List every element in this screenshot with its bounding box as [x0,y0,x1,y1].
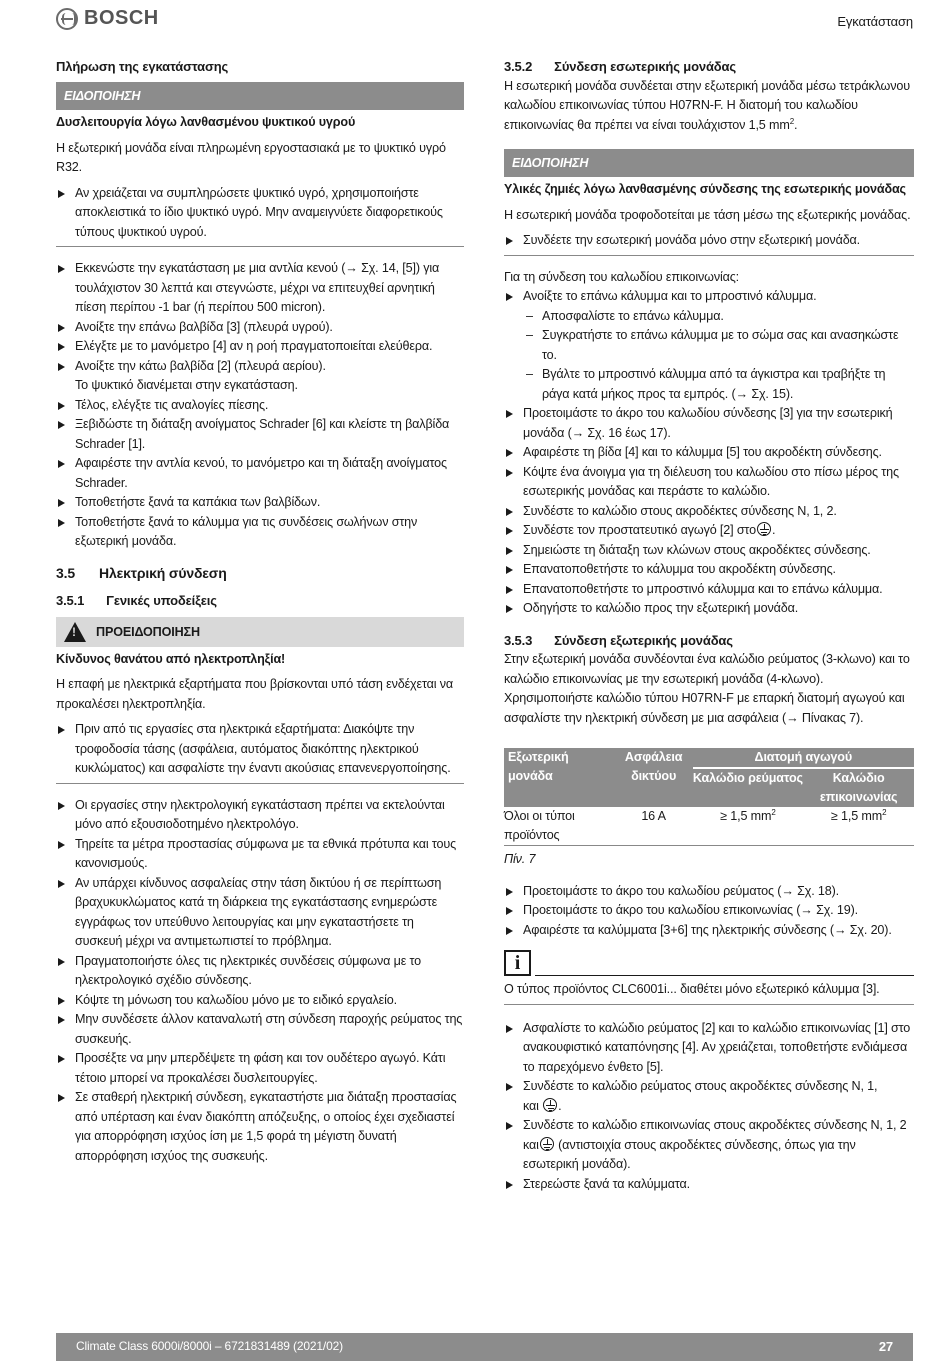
logo-text: BOSCH [84,7,159,30]
list-item: Αφαιρέστε τα καλύμματα [3+6] της ηλεκτρικής σύνδεσης (→ Σχ. 20). [504,921,914,941]
notice-text: Η εσωτερική μονάδα τροφοδοτείται με τάση μέσω της εξωτερικής μονάδας. [504,207,911,222]
notice-bar: ΕΙΔΟΠΟΙΗΣΗ [56,82,464,110]
list-item: Αν υπάρχει κίνδυνος ασφαλείας στην τάση δικτύου ή σε περίπτωση βραχυκυκλώματος κατά τη διάρκεια της εγκατάστασης ενημερώστε εγγράφως τον υπεύθυνο λειτουργίας και μην εγκαταστήσετε τη συσκευή μέχρι να αντιμετωπιστεί το πρόβλημα. [56,874,464,952]
page-footer [56,1333,913,1361]
comm-steps [504,287,914,619]
table-row [504,807,914,846]
left-column [56,57,464,1166]
fill-heading: Πλήρωση της εγκατάστασης [56,59,229,74]
list-item: Προσέξτε να μην μπερδέψετε τη φάση και τον ουδέτερο αγωγό. Κάτι τέτοιο μπορεί να προκαλέσει δυσλειτουργίες. [56,1049,464,1088]
list-item: Συνδέστε το καλώδιο ρεύματος στους ακροδέκτες σύνδεσης N, 1, και . [504,1077,914,1116]
subsection-heading: 3.5.1 Γενικές υποδείξεις [56,593,217,608]
notice-bullet: Συνδέετε την εσωτερική μονάδα μόνο στην εξωτερική μονάδα. [504,231,914,251]
table-caption: Πίν. 7 [504,852,536,866]
notice-title: Δυσλειτουργία λόγω λανθασμένου ψυκτικού υγρού [56,115,356,129]
list-item: Τέλος, ελέγξτε τις αναλογίες πίεσης. [56,396,464,416]
list-item: Τοποθετήστε ξανά το κάλυμμα για τις συνδέσεις σωλήνων στην εξωτερική μονάδα. [56,513,464,552]
outdoor-intro: Στην εξωτερική μονάδα συνδέονται ένα καλώδιο ρεύματος (3-κλωνο) και το καλώδιο επικοινωνίας με την εσωτερική μονάδα (4-κλωνο). Χρησιμοποιήστε καλώδιο τύπου H07RN-F με επαρκή διατομή αγωγού και ασφαλίστε την ηλεκτρική σύνδεση με μια ασφάλεια (→ Πίνακας 7). [504,652,910,725]
bosch-logo-icon [56,8,78,30]
list-item: Ξεβιδώστε τη διάταξη ανοίγματος Schrader [6] και κλείστε τη βαλβίδα Schrader [1]. [56,415,464,454]
dash-item: – Βγάλτε το μπροστινό κάλυμμα από τα άγκιστρα και τραβήξτε τη ράγα κατά μήκος προς τα εμπρός. (→ Σχ. 15). [504,365,914,404]
table-cell: ≥ 1,5 $mm^2$ [693,807,804,846]
list-item: Εκκενώστε την εγκατάσταση με μια αντλία κενού (→ Σχ. 14, [5]) για τουλάχιστον 30 λεπτά και στεγνώστε, μέχρι να επιτευχθεί αρνητική πίεση περίπου -1 bar (ή περίπου 500 micron). [56,259,464,318]
subsection-heading: 3.5.2 Σύνδεση εσωτερικής μονάδας [504,59,736,74]
dash-item: – Αποσφαλίστε το επάνω κάλυμμα. [504,307,914,327]
comm-intro: Για τη σύνδεση του καλωδίου επικοινωνίας: [504,269,740,284]
earth-icon [540,1137,554,1151]
indoor-intro: Η εσωτερική μονάδα συνδέεται στην εξωτερική μονάδα μέσω τετράκλωνου καλωδίου επικοινωνίας τύπου H07RN-F. Η διατομή του καλωδίου επικοινωνίας θα πρέπει να είναι τουλάχιστον 1,5 $mm^2$. [504,78,910,132]
warning-icon [64,622,86,642]
earth-icon [543,1098,557,1112]
table-cell: 16 A [615,807,693,846]
warning-bullet: Πριν από τις εργασίες στα ηλεκτρικά εξαρτήματα: Διακόψτε την τροφοδοσία τάσης (ασφάλεια, αυτόματος διακόπτης ηλεκτρικού κυκλώματος) και ασφαλίστε την έναντι ακούσιας επανενεργοποίησης. [56,720,464,779]
list-item: Σε σταθερή ηλεκτρική σύνδεση, εγκαταστήστε μια διάταξη προστασίας από υπέρταση και έναν διακόπτη απόζευξης, ο οποίος έχει σχεδιαστεί για απορρόφηση ισχύος ίση με 1,5 φορά τη μέγιστη δυνατή απορρόφηση ισχύος της συσκευής. [56,1088,464,1166]
list-item: Επανατοποθετήστε το μπροστινό κάλυμμα και το επάνω κάλυμμα. [504,580,914,600]
list-item: Ελέγξτε με το μανόμετρο [4] αν η ροή πραγματοποιείται ελεύθερα. [56,337,464,357]
notice-text: Η εξωτερική μονάδα είναι πληρωμένη εργοστασιακά με το ψυκτικό υγρό R32. [56,140,446,174]
earth-icon [757,522,771,536]
table-header: Εξωτερική μονάδα [504,748,615,807]
page-number: 27 [878,1339,893,1355]
list-item: Πραγματοποιήστε όλες τις ηλεκτρικές συνδέσεις σύμφωνα με το ηλεκτρολογικό σχέδιο σύνδεσης. [56,952,464,991]
page-header [56,6,913,36]
list-item: Προετοιμάστε το άκρο του καλωδίου σύνδεσης [3] για την εσωτερική μονάδα (→ Σχ. 16 έως 17). [504,404,914,443]
list-item: Κόψτε τη μόνωση του καλωδίου μόνο με το ειδικό εργαλείο. [56,991,464,1011]
fill-steps [56,259,464,552]
list-item: Οι εργασίες στην ηλεκτρολογική εγκατάσταση πρέπει να εκτελούνται μόνο από εξουσιοδοτημένο ηλεκτρολόγο. [56,796,464,835]
info-text: Ο τύπος προϊόντος CLC6001i... διαθέτει μόνο εξωτερικό κάλυμμα [3]. [504,980,914,1005]
final-steps [504,1019,914,1195]
list-item: Ασφαλίστε το καλώδιο ρεύματος [2] και το καλώδιο επικοινωνίας [1] στο ανακουφιστικό καταπόνησης [4]. Αν χρειάζεται, τοποθετήστε ενδιάμεσα το παρεχόμενο ένθετο [5]. [504,1019,914,1078]
list-item: Επανατοποθετήστε το κάλυμμα του ακροδέκτη σύνδεσης. [504,560,914,580]
list-item: Συνδέστε το καλώδιο επικοινωνίας στους ακροδέκτες σύνδεσης N, 1, 2 και (αντιστοιχία στους ακροδέκτες σύνδεσης, όπως για την εσωτερική μονάδα). [504,1116,914,1175]
table-header: Διατομή αγωγού [693,748,914,768]
table-header: Ασφάλεια δικτύου [615,748,693,807]
table-header: Καλώδιο επικοινωνίας [803,768,914,807]
list-item: Συνδέστε το καλώδιο στους ακροδέκτες σύνδεσης N, 1, 2. [504,502,914,522]
list-item: Οδηγήστε το καλώδιο προς την εξωτερική μονάδα. [504,599,914,619]
step-result: Το ψυκτικό διανέμεται στην εγκατάσταση. [75,378,298,392]
list-item: Ανοίξτε την κάτω βαλβίδα [2] (πλευρά αερίου). Το ψυκτικό διανέμεται στην εγκατάσταση. [56,357,464,396]
list-item: Στερεώστε ξανά τα καλύμματα. [504,1175,914,1195]
list-item: Κόψτε ένα άνοιγμα για τη διέλευση του καλωδίου στο πίσω μέρος της εσωτερικής μονάδας και περάστε το καλώδιο. [504,463,914,502]
list-item: Αφαιρέστε την αντλία κενού, το μανόμετρο και τη διάταξη ανοίγματος Schrader. [56,454,464,493]
table-cell: Όλοι οι τύποι προϊόντος [504,807,615,846]
list-item: Μην συνδέσετε άλλον καταναλωτή στη σύνδεση παροχής ρεύματος της συσκευής. [56,1010,464,1049]
list-item: Τηρείτε τα μέτρα προστασίας σύμφωνα με τα εθνικά πρότυπα και τους κανονισμούς. [56,835,464,874]
warning-bar: ! ΠΡΟΕΙΔΟΠΟΙΗΣΗ [56,617,464,647]
prep-steps [504,882,914,941]
notice-body [56,139,464,248]
info-icon: i [504,950,531,976]
section-title: Εγκατάσταση [837,14,913,29]
list-item: Αφαιρέστε τη βίδα [4] και το κάλυμμα [5] του ακροδέκτη σύνδεσης. [504,443,914,463]
notice-title: Υλικές ζημιές λόγω λανθασμένης σύνδεσης της εσωτερικής μονάδας [504,182,906,196]
subsection-heading: 3.5.3 Σύνδεση εξωτερικής μονάδας [504,632,733,648]
notice-body [504,206,914,256]
dash-item: – Συγκρατήστε το επάνω κάλυμμα με το σώμα σας και ανασηκώστε το. [504,326,914,365]
list-item: Προετοιμάστε το άκρο του καλωδίου επικοινωνίας (→ Σχ. 19). [504,901,914,921]
general-steps [56,796,464,1167]
footer-text: Climate Class 6000i/8000i – 6721831489 (2021/02) [76,1339,343,1354]
list-item: Ανοίξτε την επάνω βαλβίδα [3] (πλευρά υγρού). [56,318,464,338]
warning-body [56,675,464,784]
warning-title: Κίνδυνος θανάτου από ηλεκτροπληξία! [56,651,286,666]
info-box [504,950,914,976]
right-column [504,57,914,1194]
bosch-logo [56,8,159,30]
table-cell: ≥ 1,5 $mm^2$ [803,807,914,846]
section-heading: 3.5 Ηλεκτρική σύνδεση [56,564,227,581]
list-item: Σημειώστε τη διάταξη των κλώνων στους ακροδέκτες σύνδεσης. [504,541,914,561]
notice-bullet: Αν χρειάζεται να συμπληρώσετε ψυκτικό υγρό, χρησιμοποιήστε αποκλειστικά το ίδιο ψυκτικό υγρό. Μην αναμειγνύετε διαφορετικούς τύπους ψυκτικού υγρού. [56,184,464,243]
list-item: Προετοιμάστε το άκρο του καλωδίου ρεύματος (→ Σχ. 18). [504,882,914,902]
notice-bar: ΕΙΔΟΠΟΙΗΣΗ [504,149,914,177]
list-item: Ανοίξτε το επάνω κάλυμμα και το μπροστινό κάλυμμα. – Αποσφαλίστε το επάνω κάλυμμα. – Συγκρατήστε το επάνω κάλυμμα με το σώμα σας και ανασηκώστε το. – Βγάλτε το μπροστινό κάλυμμα από τα άγκιστρα και τραβήξτε τη ράγα κατά μήκος προς τα εμπρός. (→ Σχ. 15). [504,287,914,404]
list-item: Συνδέστε τον προστατευτικό αγωγό [2] στο . [504,521,914,541]
cable-table [504,748,914,846]
warning-text: Η επαφή με ηλεκτρικά εξαρτήματα που βρίσκονται υπό τάση ενδέχεται να προκαλέσει ηλεκτροπληξία. [56,677,454,711]
list-item: Τοποθετήστε ξανά τα καπάκια των βαλβίδων. [56,493,464,513]
table-header: Καλώδιο ρεύματος [693,768,804,807]
